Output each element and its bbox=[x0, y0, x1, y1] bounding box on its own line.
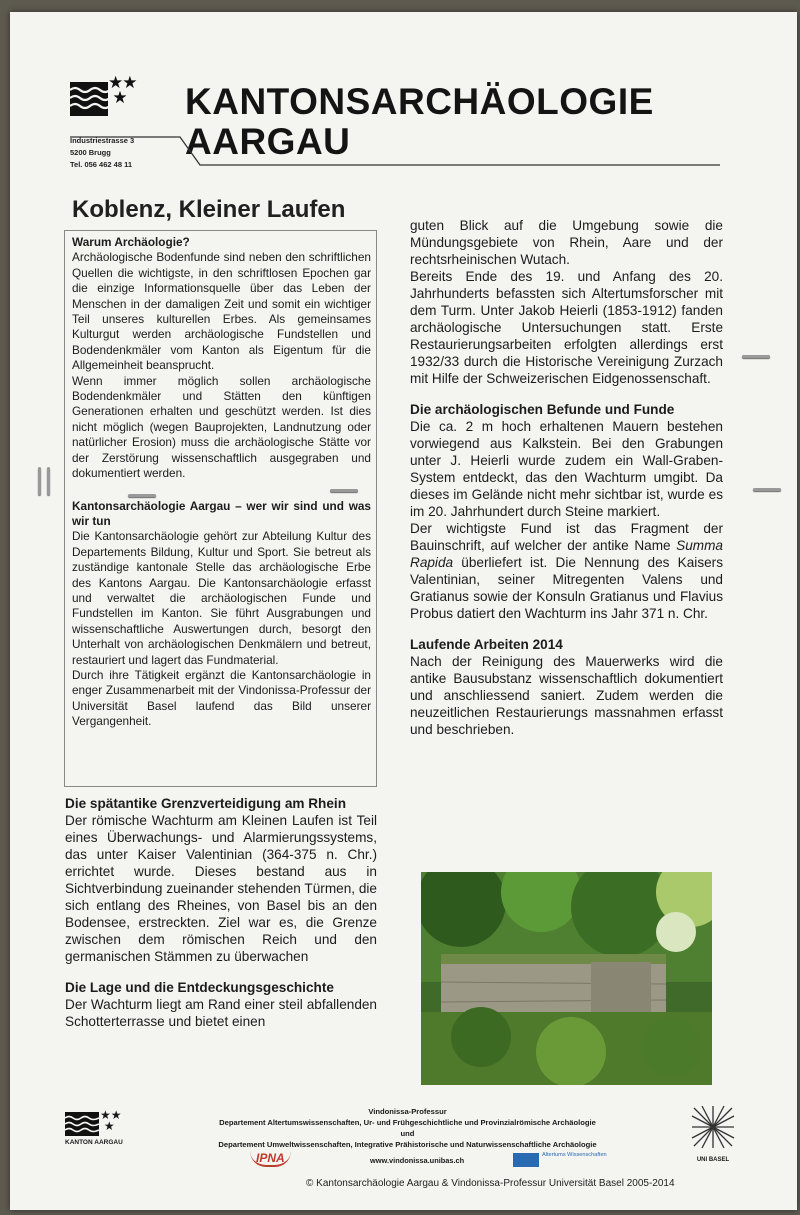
uni-basel-label: UNI BASEL bbox=[696, 1157, 730, 1163]
paragraph bbox=[410, 520, 723, 622]
section-heading: Die archäologischen Befunde und Funde bbox=[410, 402, 675, 417]
site-name-italic: Summa Rapida bbox=[410, 538, 723, 570]
paragraph: Der Wachturm liegt am Rand einer steil abfallenden Schotterterrasse und bietet einen bbox=[65, 997, 377, 1029]
footer-institutions bbox=[160, 1106, 655, 1150]
paragraph: Nach der Reinigung des Mauerwerks wird die antike Bausubstanz wissenschaftlich dokumentiert und anschliessend saniert. Zudem werden die neuzeitlichen Restaurierungs massnahmen erfasst und beschrieben. bbox=[410, 654, 723, 737]
info-sign bbox=[10, 12, 797, 1210]
left-column bbox=[65, 795, 377, 1030]
staple bbox=[330, 489, 358, 492]
address-city: 5200 Brugg bbox=[70, 148, 111, 157]
ipna-logo: IPNA bbox=[250, 1151, 291, 1167]
paragraph: guten Blick auf die Umgebung sowie die Mündungsgebiete von Rhein, Aare und der rechtsrheinischen Wutach. bbox=[410, 218, 723, 267]
text-span: Der wichtigste Fund ist das Fragment der Bauinschrift, auf welcher der antike Name bbox=[410, 521, 723, 553]
staple bbox=[38, 467, 41, 495]
address-street: Industriestrasse 3 bbox=[70, 136, 135, 145]
website-url: www.vindonissa.unibas.ch bbox=[370, 1156, 465, 1165]
aargau-stars-icon: ★★ ★ bbox=[108, 73, 137, 108]
copyright-notice: © Kantonsarchäologie Aargau & Vindonissa-Professur Universität Basel 2005-2014 bbox=[306, 1178, 675, 1189]
right-column bbox=[410, 217, 723, 738]
section-heading: Die Lage und die Entdeckungsgeschichte bbox=[65, 980, 334, 995]
paragraph: Wenn immer möglich sollen archäologische Bodendenkmäler und Stätten den künftigen Generationen erhalten und geschützt werden. Ist dies nicht möglich (wegen Bauprojekten, Landnutzung oder natürlicher Erosion) muss die archäologische Stätte vor der Zerstörung wissenschaftlich ausgegraben und dokumentiert werden. bbox=[72, 373, 371, 481]
uni-basel-logo-icon bbox=[690, 1104, 736, 1150]
info-box bbox=[64, 230, 377, 787]
kanton-label: KANTON AARGAU bbox=[65, 1139, 123, 1146]
paragraph: Der römische Wachturm am Kleinen Laufen ist Teil eines Überwachungs- und Alarmierungssystems, das unter Kaiser Valentinian (364-375 n. Chr.) errichtet wurde. Dieses bestand aus in Sichtverbindung zueinander stehenden Türmen, die sich entlang des Rheines, von Basel bis an den Bodensee, erstreckten. Ziel war es, die Grenze zwischen dem römischen Reich und den germanischen Stämmen zu überwachen bbox=[65, 813, 377, 964]
paragraph: Durch ihre Tätigkeit ergänzt die Kantonsarchäologie in enger Zusammenarbeit mit der Vindonissa-Professur der Universität Basel laufend das Bild unserer Vergangenheit. bbox=[72, 667, 371, 729]
staple bbox=[742, 355, 770, 358]
paragraph: Archäologische Bodenfunde sind neben den schriftlichen Quellen die wichtigste, in den schriftlosen Epochen gar die einzige Informationsquelle über das Leben der Menschen in der damaligen Zeit und somit ein wichtiger Teil unseres kulturellen Erbes. Als gemeinsames Kulturgut werden archäologische Fundstellen und Bodendenkmäler vom Kanton als Eigentum für die Allgemeinheit beansprucht. bbox=[72, 250, 371, 373]
title-line-2: AARGAU bbox=[185, 121, 351, 162]
altertumswissenschaften-label: Altertums Wissenschaften bbox=[542, 1152, 607, 1158]
staple bbox=[753, 488, 781, 491]
section-heading: Warum Archäologie? bbox=[72, 235, 190, 249]
section-heading: Kantonsarchäologie Aargau – wer wir sind und was wir tun bbox=[72, 498, 371, 528]
kanton-waves-icon bbox=[65, 1112, 99, 1136]
kanton-stars-icon: ★★ ★ bbox=[100, 1108, 122, 1133]
header-rule bbox=[70, 122, 730, 182]
address-phone: Tel. 056 462 48 11 bbox=[70, 160, 132, 169]
staple bbox=[47, 467, 50, 495]
altertumswissenschaften-logo-icon bbox=[513, 1153, 539, 1167]
paragraph: Bereits Ende des 19. und Anfang des 20. Jahrhunderts befassten sich Altertumsforscher mit dem Turm. Unter Jakob Heierli (1853-1912) fanden archäologische Untersuchungen statt. Erste Restaurierungsarbeiten erfolgten allerdings erst 1932/33 durch die Historische Vereinigung Zurzach mit Hilfe der Schweizerischen Eidgenossenschaft. bbox=[410, 269, 723, 386]
aargau-waves-icon bbox=[70, 82, 108, 116]
footer-line: Vindonissa-Professur bbox=[368, 1107, 447, 1116]
section-heading: Laufende Arbeiten 2014 bbox=[410, 637, 563, 652]
text-span: überliefert ist. Die Nennung des Kaisers Valentinian, seiner Mitregenten Valens und Gratianus sowie der Konsuln Gratianus und Flavius Probus datiert den Wachturm ins Jahr 371 n. Chr. bbox=[410, 555, 723, 621]
footer-line: und bbox=[400, 1129, 415, 1138]
title-line-1: KANTONSARCHÄOLOGIE bbox=[185, 81, 654, 122]
watchtower-photo bbox=[421, 872, 712, 1085]
footer-line: Departement Umweltwissenschaften, Integrative Prähistorische und Naturwissenschaftliche Archäologie bbox=[218, 1140, 597, 1149]
paragraph: Die Kantonsarchäologie gehört zur Abteilung Kultur des Departements Bildung, Kultur und Sport. Sie betreut als zuständige kantonale Stelle das archäologische Erbe des Kantons Aargau. Die Kantonsarchäologie erfasst und verwaltet die archäologischen Funde und Fundstellen im Kanton. Sie führt Ausgrabungen und wissenschaftliche Auswertungen durch, besorgt den Unterhalt von archäologischen Denkmälern und betreut, restauriert und lagert das Fundmaterial. bbox=[72, 529, 371, 667]
section-heading: Die spätantike Grenzverteidigung am Rhein bbox=[65, 796, 347, 811]
footer-line: Departement Altertumswissenschaften, Ur- und Frühgeschichtliche und Provinzialrömische Archäologie bbox=[219, 1118, 596, 1127]
page-title: Koblenz, Kleiner Laufen bbox=[72, 196, 346, 223]
paragraph: Die ca. 2 m hoch erhaltenen Mauern bestehen vorwiegend aus Kalkstein. Bei den Grabungen unter J. Heierli wurde zudem ein Wall-Graben-System entdeckt, das den Wachturm umgibt. Da dieses im Gelände nicht mehr sichtbar ist, wurde es im 20. Jahrhundert durch Steine markiert. bbox=[410, 419, 723, 519]
box-column bbox=[72, 235, 371, 730]
staple bbox=[128, 494, 156, 497]
